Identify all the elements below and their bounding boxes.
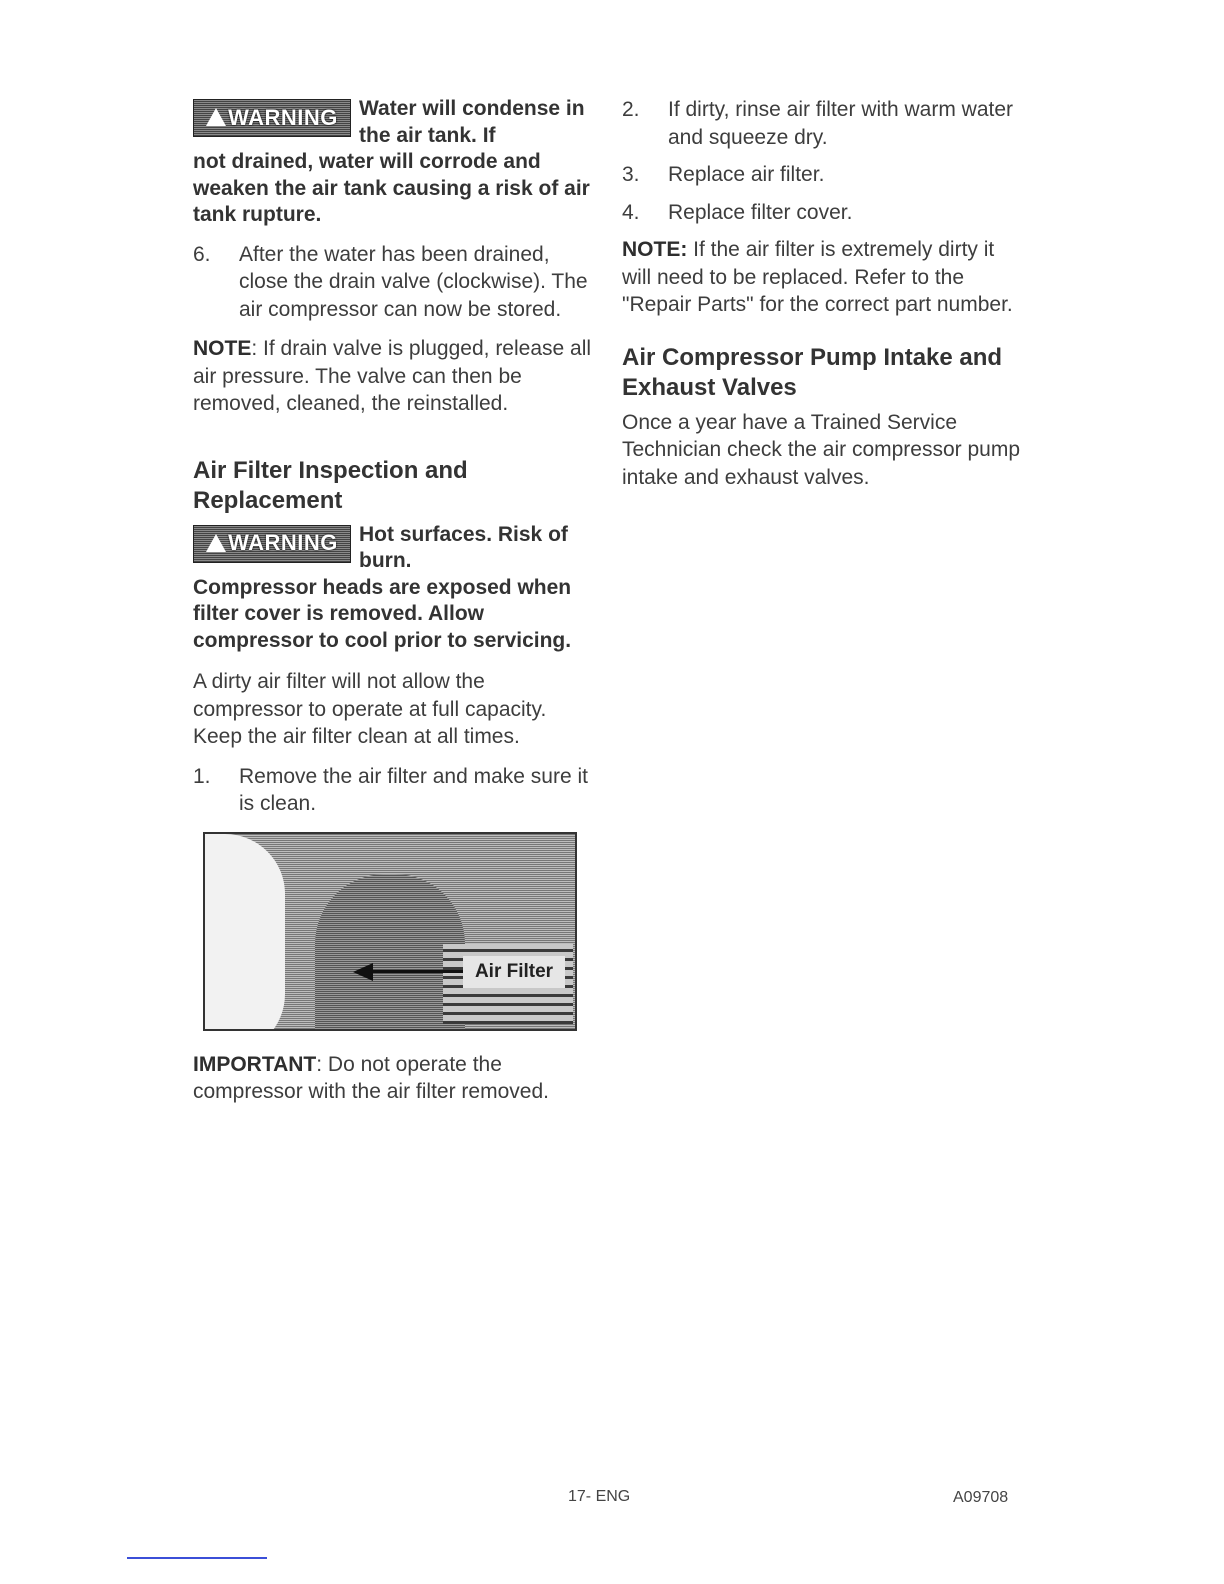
warning-triangle-icon bbox=[206, 534, 226, 552]
warning-body-text: Compressor heads are exposed when filter cover is removed. Allow compressor to cool prior to servicing. bbox=[193, 575, 572, 652]
warning-header bbox=[193, 522, 593, 575]
air-filter-figure bbox=[203, 832, 577, 1031]
warning-head-text: Hot surfaces. Risk of burn. bbox=[359, 522, 568, 572]
note-label: NOTE: bbox=[622, 238, 688, 261]
warning-head-text: Water will condense in the air tank. If bbox=[359, 97, 585, 147]
step-4 bbox=[622, 199, 1022, 227]
heading-pump-valves: Air Compressor Pump Intake and Exhaust Valves bbox=[622, 343, 1003, 401]
warning-triangle-icon bbox=[206, 108, 226, 126]
note-text: If the air filter is extremely dirty it will need to be replaced. Refer to the "Repair Parts" for the correct part number. bbox=[622, 238, 1013, 316]
step-number: 3. bbox=[622, 163, 640, 186]
figure-arrow-icon bbox=[353, 963, 373, 981]
left-column bbox=[193, 96, 593, 1106]
footer-rule bbox=[127, 1557, 267, 1559]
paragraph-pump-check: Once a year have a Trained Service Technician check the air compressor pump intake and exhaust valves. bbox=[622, 410, 1021, 489]
step-text: If dirty, rinse air filter with warm water and squeeze dry. bbox=[668, 98, 1014, 149]
warning-badge-text: WARNING bbox=[228, 530, 338, 556]
warning-body-text: not drained, water will corrode and weaken the air tank causing a risk of air tank rupture. bbox=[193, 150, 590, 226]
important-label: IMPORTANT bbox=[193, 1052, 317, 1076]
warning-header bbox=[193, 96, 593, 149]
step-number: 1. bbox=[193, 764, 211, 788]
right-column bbox=[622, 96, 1022, 491]
figure-arrow-line bbox=[370, 970, 468, 973]
heading-air-filter: Air Filter Inspection and Replacement bbox=[193, 456, 468, 514]
note-text: : If drain valve is plugged, release all air pressure. The valve can then be removed, cleaned, the reinstalled. bbox=[193, 337, 592, 415]
step-text: Replace filter cover. bbox=[668, 200, 853, 224]
paragraph-dirty-filter: A dirty air filter will not allow the compressor to operate at full capacity. Keep the air filter clean at all times. bbox=[193, 670, 547, 748]
warning-badge-text: WARNING bbox=[228, 104, 338, 130]
step-2 bbox=[622, 96, 1022, 151]
figure-label: Air Filter bbox=[463, 956, 565, 988]
warning-hot-surfaces bbox=[193, 522, 593, 655]
warning-condense bbox=[193, 96, 593, 229]
document-code: A09708 bbox=[953, 1489, 1009, 1506]
important-text: : Do not operate the compressor with the air filter removed. bbox=[193, 1052, 549, 1103]
step-6 bbox=[193, 241, 593, 324]
step-1 bbox=[193, 763, 593, 818]
warning-badge bbox=[193, 525, 351, 563]
figure-tank-shape bbox=[203, 834, 285, 1031]
page-number: 17- ENG bbox=[568, 1488, 631, 1505]
note-label: NOTE bbox=[193, 337, 252, 360]
step-text: After the water has been drained, close the drain valve (clockwise). The air compressor can now be stored. bbox=[239, 242, 588, 321]
step-number: 6. bbox=[193, 242, 211, 266]
step-number: 4. bbox=[622, 200, 640, 224]
note-drain-valve bbox=[193, 335, 593, 418]
step-3 bbox=[622, 161, 1022, 189]
step-text: Replace air filter. bbox=[668, 163, 825, 186]
note-extremely-dirty bbox=[622, 236, 1022, 319]
important-note bbox=[193, 1051, 593, 1106]
step-text: Remove the air filter and make sure it is clean. bbox=[239, 764, 588, 815]
step-number: 2. bbox=[622, 98, 640, 121]
warning-badge bbox=[193, 99, 351, 137]
